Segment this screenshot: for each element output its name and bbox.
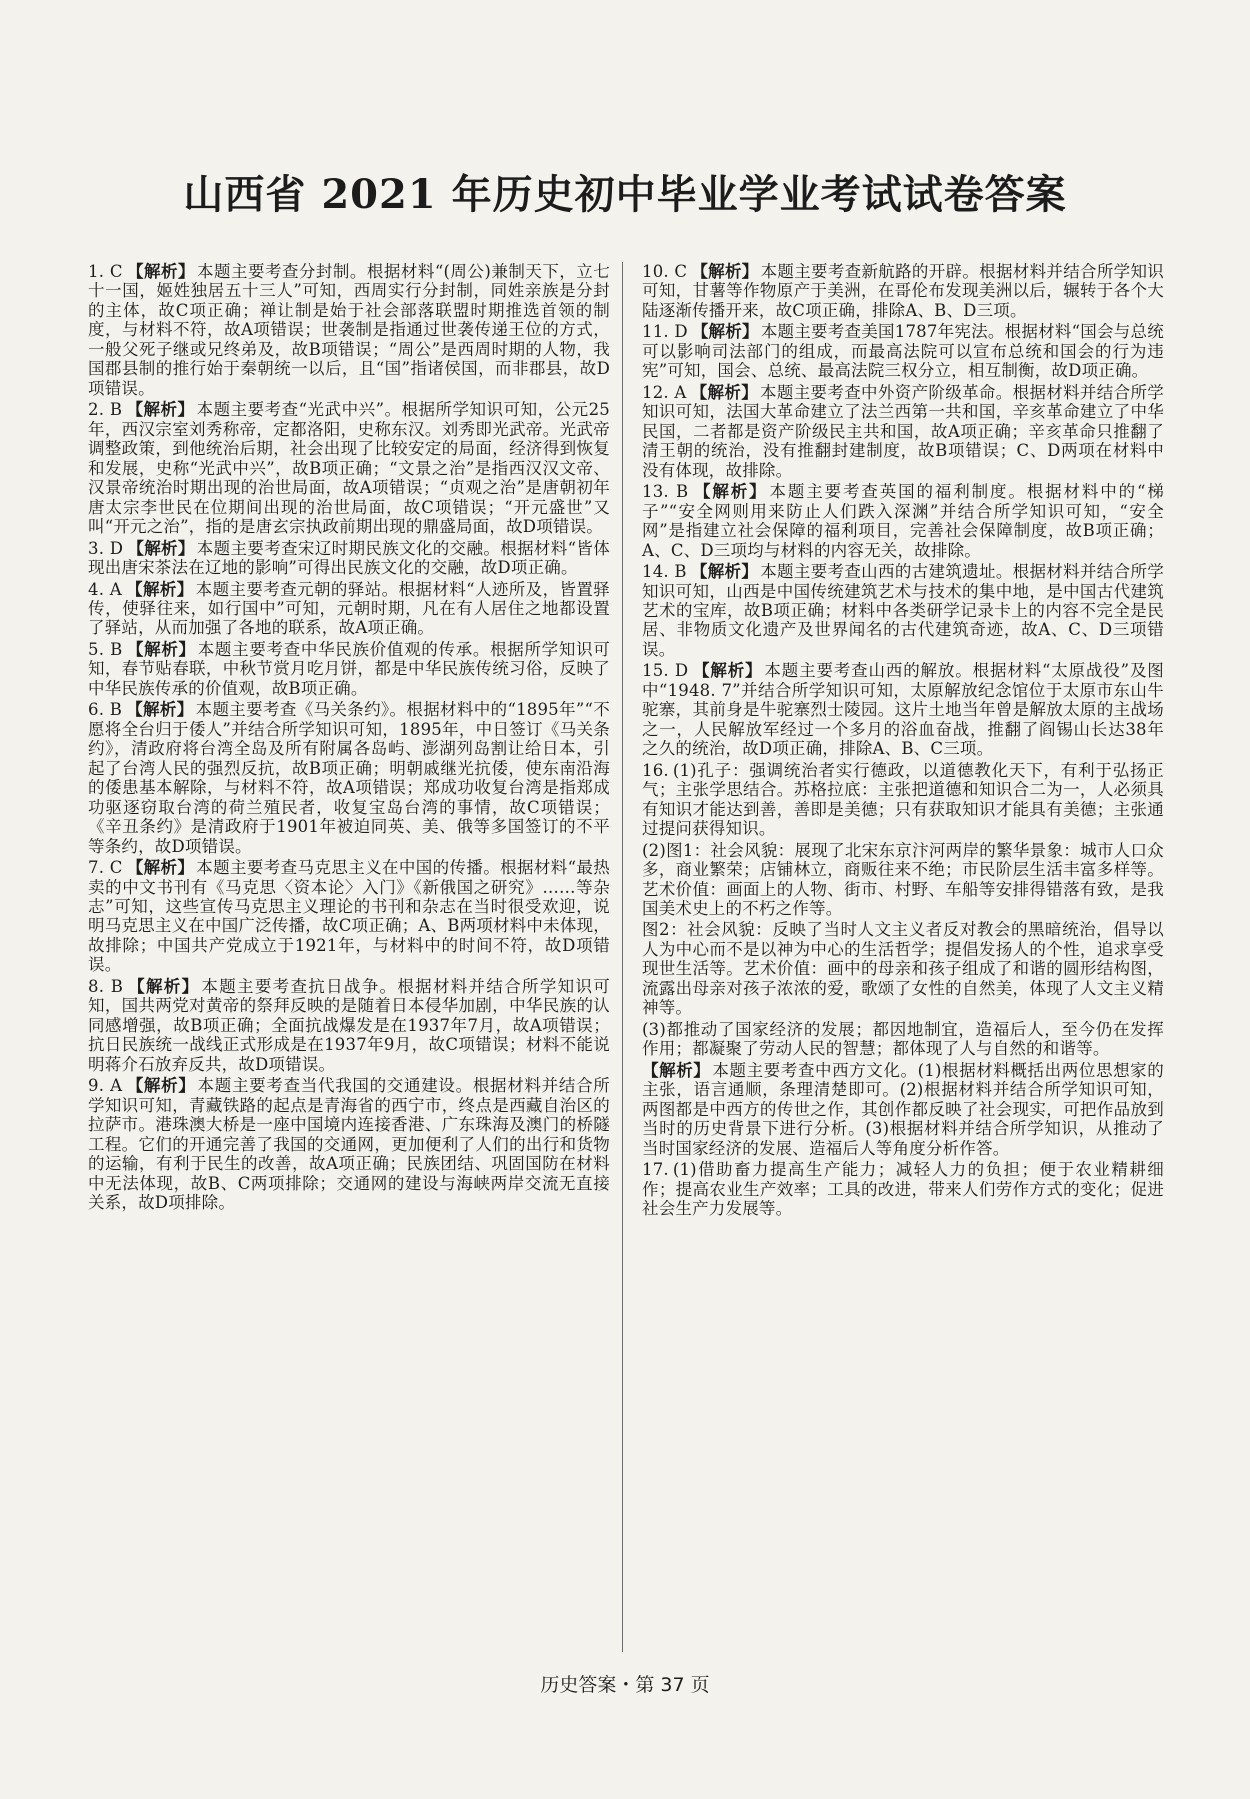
answer-item-17 <box>642 1160 1164 1218</box>
analysis-tag: 【解析】 <box>692 482 768 502</box>
analysis-tag: 【解析】 <box>127 976 200 996</box>
answer-paragraph: (2)图1：社会风貌：展现了北宋东京汴河两岸的繁华景象：城市人口众多，商业繁荣；店铺林立，商贩往来不绝；市民阶层生活丰富多样等。艺术价值：画面上的人物、街市、村野、车船等安排得错落有致，是我国美术史上的不朽之作等。 <box>642 840 1164 918</box>
answer-item <box>88 539 610 578</box>
answer-number: 9. A <box>88 1076 123 1096</box>
answer-item <box>88 858 610 975</box>
analysis-paragraph <box>642 1061 1164 1158</box>
answer-paragraph: 图2：社会风貌：反映了当时人文主义者反对教会的黑暗统治，倡导以人为中心而不是以神为中心的生活哲学；提倡发扬人的个性，追求享受现世生活等。艺术价值：画中的母亲和孩子组成了和谐的圆形结构图，流露出母亲对孩子浓浓的爱，歌颂了女性的自然美，体现了人文主义精神等。 <box>642 920 1164 1018</box>
answer-text: 本题主要考查山西的解放。根据材料“太原战役”及图中“1948. 7”并结合所学知识可知，太原解放纪念馆位于太原市东山牛驼寨，其前身是牛驼寨烈士陵园。这片土地当年曾是解放太原的主战场之一，人民解放军经过一个多月的浴血奋战，推翻了阎锡山长达38年之久的统治，故D项正确，排除A、B、C三项。 <box>642 661 1165 759</box>
answer-number: 3. D <box>88 538 124 558</box>
analysis-tag: 【解析】 <box>126 400 195 420</box>
answer-number: 13. B <box>642 482 689 502</box>
answer-item <box>88 262 610 398</box>
analysis-tag: 【解析】 <box>126 639 196 659</box>
answer-number: 12. A <box>642 382 687 402</box>
analysis-tag: 【解析】 <box>690 562 759 582</box>
answer-number: 7. C <box>88 858 123 878</box>
analysis-text: 本题主要考查中西方文化。(1)根据材料概括出两位思想家的主张，语言通顺，条理清楚即可。(2)根据材料并结合所学知识可知，两图都是中西方的传世之作，其创作都反映了社会现实，可把作品放到当时的历史背景下进行分析。(3)根据材料并结合所学知识，从推动了当时国家经济的发展、造福后人等角度分析作答。 <box>642 1060 1164 1158</box>
answer-item <box>642 383 1164 480</box>
answer-paragraph: (3)都推动了国家经济的发展；都因地制宜，造福后人，至今仍在发挥作用；都凝聚了劳动人民的智慧；都体现了人与自然的和谐等。 <box>642 1019 1164 1059</box>
page-footer: 历史答案・第 37 页 <box>540 1674 710 1696</box>
analysis-tag: 【解析】 <box>691 322 759 342</box>
answer-item <box>88 400 610 536</box>
answer-number: 15. D <box>642 661 689 681</box>
answer-item <box>642 661 1164 758</box>
answer-text: 本题主要考查美国1787年宪法。根据材料“国会与总统可以影响司法部门的组成，而最高法院可以宣布总统和国会的行为违宪”可知，国会、总统、最高法院三权分立，相互制衡，故D项正确。 <box>642 322 1164 381</box>
answer-item <box>88 700 610 856</box>
answer-text: 本题主要考查新航路的开辟。根据材料并结合所学知识可知，甘薯等作物原产于美洲，在哥伦布发现美洲以后，辗转于各个大陆逐渐传播开来，故C项正确，排除A、B、D三项。 <box>642 262 1164 320</box>
analysis-tag: 【解析】 <box>642 1060 711 1080</box>
answer-number: 8. B <box>88 976 124 996</box>
answer-text: 本题主要考查山西的古建筑遗址。根据材料并结合所学知识可知，山西是中国传统建筑艺术与技术的集中地，是中国古代建筑艺术的宝库，故B项正确；材料中各类研学记录卡上的内容不完全是民居、非物质文化遗产及世界闻名的古代建筑奇迹，故A、C、D三项错误。 <box>642 562 1164 659</box>
analysis-tag: 【解析】 <box>690 382 759 402</box>
answer-text: 本题主要考查当代我国的交通建设。根据材料并结合所学知识可知，青藏铁路的起点是青海省的西宁市，终点是西藏自治区的拉萨市。港珠澳大桥是一座中国境内连接香港、广东珠海及澳门的桥隧工程。它们的开通完善了我国的交通网，更加便利了人们的出行和货物的运输，有利于民生的改善，故A项正确；民族团结、巩固国防在材料中无法体现，故B、C两项排除；交通网的建设与海峡两岸交流无直接关系，故D项排除。 <box>88 1076 610 1213</box>
analysis-tag: 【解析】 <box>126 858 195 878</box>
answer-number: 16. <box>642 760 669 780</box>
answer-text: 本题主要考查马克思主义在中国的传播。根据材料“最热卖的中文书刊有《马克思〈资本论〉入门》《新俄国之研究》……等杂志”可知，这些宣传马克思主义理论的书刊和杂志在当时很受欢迎，说明马克思主义在中国广泛传播，故C项正确；A、B两项材料中未体现，故排除；中国共产党成立于1921年，与材料中的时间不符，故D项错误。 <box>88 858 610 975</box>
answer-item <box>88 977 610 1074</box>
answer-text: 本题主要考查分封制。根据材料“(周公)兼制天下，立七十一国，姬姓独居五十三人”可知，西周实行分封制，同姓亲族是分封的主体，故C项正确；禅让制是始于社会部落联盟时期推选首领的制度，与材料不符，故A项错误；世袭制是指通过世袭传递王位的方式，一般父死子继或兄终弟及，故B项错误；“周公”是西周时期的人物，我国郡县制的推行始于秦朝统一以后，且“国”指诸侯国，而非郡县，故D项错误。 <box>88 262 610 398</box>
answer-number: 10. C <box>642 262 688 281</box>
analysis-tag: 【解析】 <box>125 579 194 599</box>
answer-item <box>88 580 610 638</box>
answer-number: 5. B <box>88 639 123 659</box>
answer-item <box>88 640 610 698</box>
answer-number: 1. C <box>88 262 123 281</box>
answer-item <box>642 482 1164 560</box>
answer-text: 本题主要考查“光武中兴”。根据所学知识可知，公元25年，西汉宗室刘秀称帝，定都洛阳，史称东汉。刘秀即光武帝。光武帝调整政策，到他统治后期，社会出现了比较安定的局面，经济得到恢复和发展，史称“光武中兴”，故B项正确；“文景之治”是指西汉汉文帝、汉景帝统治时期出现的治世局面，故A项错误；“贞观之治”是唐朝初年唐太宗李世民在位期间出现的治世局面，故C项错误；“开元盛世”又叫“开元之治”，指的是唐玄宗执政前期出现的鼎盛局面，故D项错误。 <box>88 400 610 537</box>
answer-number: 11. D <box>642 322 688 342</box>
answer-number: 2. B <box>88 400 123 420</box>
left-column <box>88 262 610 1215</box>
answer-item-16 <box>642 761 1164 839</box>
answer-text: 本题主要考查英国的福利制度。根据材料中的“梯子”“安全网则用来防止人们跌入深渊”并结合所学知识可知，“安全网”是指建立社会保障的福利项目，完善社会保障制度，故B项正确；A、C、D三项均与材料的内容无关，故排除。 <box>642 482 1164 560</box>
analysis-tag: 【解析】 <box>126 1076 196 1096</box>
analysis-tag: 【解析】 <box>691 262 759 281</box>
analysis-tag: 【解析】 <box>127 538 195 558</box>
answer-text: 本题主要考查抗日战争。根据材料并结合所学知识可知，国共两党对黄帝的祭拜反映的是随着日本侵华加剧，中华民族的认同感增强，故B项正确；全面抗战爆发是在1937年7月，故A项错误；抗日民族统一战线正式形成是在1937年9月，故C项错误；材料不能说明蒋介石放弃反共，故D项错误。 <box>88 976 610 1074</box>
analysis-tag: 【解析】 <box>692 661 763 681</box>
answer-number: 17. <box>642 1160 669 1180</box>
analysis-tag: 【解析】 <box>126 700 194 720</box>
answer-text: 本题主要考查《马关条约》。根据材料中的“1895年”“不愿将全台归于倭人”并结合所学知识可知，1895年，中日签订《马关条约》，清政府将台湾全岛及所有附属各岛屿、澎湖列岛割让给日本，引起了台湾人民的强烈反抗，故B项正确；明朝戚继光抗倭，使东南沿海的倭患基本解除，与材料不符，故A项错误；郑成功收复台湾是指郑成功驱逐窃取台湾的荷兰殖民者，收复宝岛台湾的事情，故C项错误；《辛丑条约》是清政府于1901年被迫同英、美、俄等多国签订的不平等条约，故D项错误。 <box>88 700 610 856</box>
analysis-tag: 【解析】 <box>126 262 195 281</box>
answer-item <box>642 322 1164 380</box>
page-title: 山西省 2021 年历史初中毕业学业考试试卷答案 <box>183 171 1067 218</box>
answer-text: 本题主要考查中华民族价值观的传承。根据所学知识可知，春节贴春联，中秋节赏月吃月饼，都是中华民族传统习俗，反映了中华民族传承的价值观，故B项正确。 <box>88 639 610 698</box>
answer-number: 6. B <box>88 700 123 720</box>
answer-number: 4. A <box>88 579 122 599</box>
answer-text: (1)借助畜力提高生产能力；减轻人力的负担；便于农业精耕细作；提高农业生产效率；工具的改进，带来人们劳作方式的变化；促进社会生产力发展等。 <box>642 1160 1164 1219</box>
right-column <box>642 262 1164 1221</box>
answer-item <box>88 1076 610 1212</box>
answer-number: 14. B <box>642 562 687 582</box>
answer-text: (1)孔子：强调统治者实行德政，以道德教化天下，有利于弘扬正气；主张学思结合。苏格拉底：主张把道德和知识合二为一，人必须具有知识才能达到善，善即是美德；只有获取知识才能具有美德；主张通过提问获得知识。 <box>642 760 1164 839</box>
answer-item <box>642 262 1164 320</box>
answer-item <box>642 562 1164 659</box>
answer-text: 本题主要考查中外资产阶级革命。根据材料并结合所学知识可知，法国大革命建立了法兰西第一共和国，辛亥革命建立了中华民国，二者都是资产阶级民主共和国，故A项正确；辛亥革命只推翻了清王朝的统治，没有推翻封建制度，故B项错误；C、D两项在材料中没有体现，故排除。 <box>642 382 1164 480</box>
answer-text: 本题主要考查宋辽时期民族文化的交融。根据材料“皆体现出唐宋茶法在辽地的影响”可得出民族文化的交融，故D项正确。 <box>88 538 610 578</box>
answer-text: 本题主要考查元朝的驿站。根据材料“人迹所及，皆置驿传，使驿往来，如行国中”可知，元朝时期，凡在有人居住之地都设置了驿站，从而加强了各地的联系，故A项正确。 <box>88 579 610 638</box>
column-divider <box>622 262 623 1652</box>
